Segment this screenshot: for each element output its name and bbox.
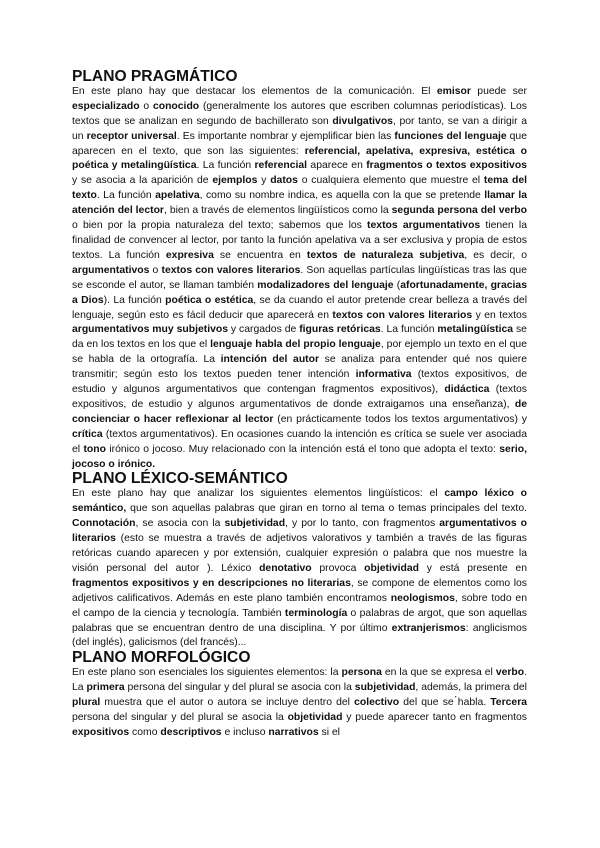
bold-term: terminología xyxy=(284,607,348,619)
text-run: e incluso xyxy=(221,726,269,738)
bold-term: llamar la atención del lector xyxy=(72,190,527,217)
text-run: que son aquellas palabras que giran en torno al tema o temas principales del texto. xyxy=(126,503,527,515)
text-run: , por ejemplo un texto en el que se habla de la ortografía. La xyxy=(72,339,527,366)
bold-term: intención del autor xyxy=(220,354,320,366)
text-run: como xyxy=(129,726,161,738)
bold-term: argumentativos xyxy=(72,264,150,276)
bold-term: apelativa xyxy=(155,190,200,202)
bold-term: funciones del lenguaje xyxy=(394,130,507,142)
text-run: En este plano hay que analizar los siguientes elementos lingüísticos: el xyxy=(72,488,445,500)
bold-term: objetividad xyxy=(287,711,343,723)
section-heading: PLANO LÉXICO-SEMÁNTICO xyxy=(72,470,288,488)
bold-term: descriptivos xyxy=(160,726,222,738)
text-run: o palabras de argot, que son aquellas palabras que se encuentran dentro de una disciplina. Y por último xyxy=(72,607,527,634)
text-run: muestra que el autor o autora se incluye dentro del xyxy=(100,697,355,709)
section-paragraph xyxy=(72,487,527,651)
text-run: irónico o jocoso. Muy relacionado con la intención está el tono que adopta el texto: xyxy=(105,443,500,455)
text-run: . Son aquellas partículas lingüísticas tras las que se esconde el autor, se llaman también xyxy=(72,264,527,291)
bold-term: de concienciar o hacer reflexionar al lector xyxy=(72,398,527,425)
bold-term: extranjerismos xyxy=(391,622,466,634)
text-run: : anglicismos (del inglés), galicismos (del francés)... xyxy=(72,622,527,649)
section-heading: PLANO MORFOLÓGICO xyxy=(72,649,251,667)
text-run: (esto se muestra a través de adjetivos valorativos y también a través de las figuras retóricas cuando aparecen y por extensión, cualquier expresión o palabra que nos muestre la visión personal del autor ). Léxico xyxy=(72,533,527,574)
text-run: . Es importante nombrar y ejemplificar bien las xyxy=(176,130,395,142)
text-run: y está presente en xyxy=(419,562,527,574)
text-run: y en textos xyxy=(472,309,527,321)
bold-term: textos con valores literarios xyxy=(161,264,301,276)
text-run: En este plano hay que destacar los elementos de la comunicación. El xyxy=(72,85,437,97)
text-run: , además, la primera del xyxy=(415,682,527,694)
text-run: y se asocia a la aparición de xyxy=(72,175,213,187)
bold-term: tono xyxy=(83,443,106,455)
bold-term: modalizadores del lenguaje xyxy=(257,279,394,291)
text-run: si el xyxy=(318,726,340,738)
bold-term: afortunadamente, gracias a Dios xyxy=(72,279,527,306)
text-run: , se compone de elementos como los adjetivos calificativos. Además en este plano también encontramos xyxy=(72,577,527,604)
text-run: (en prácticamente todos los textos argumentativos) y xyxy=(273,413,527,425)
bold-term: referencial, apelativa, expresiva, estética o poética y metalingüística xyxy=(72,145,528,172)
text-run: , se asocia con la xyxy=(135,518,225,530)
bold-term: crítica xyxy=(72,428,103,440)
section-pragmatico xyxy=(72,70,527,472)
text-run: (textos expositivos, de estudio y algunos argumentativos de donde extraigamos una enseñanza), xyxy=(72,384,527,410)
text-run: . La xyxy=(72,667,528,694)
bold-term: colectivo xyxy=(354,697,400,709)
bold-term: emisor xyxy=(436,85,471,97)
text-run: (textos expositivos, de estudio y algunos argumentativos que contengan fragmentos expositivos), xyxy=(72,369,527,396)
text-run: En este plano son esenciales los siguientes elementos: la xyxy=(72,667,342,679)
bold-term: informativa xyxy=(355,369,412,381)
bold-term: figuras retóricas xyxy=(299,324,381,336)
text-run: y cargados de xyxy=(227,324,300,336)
bold-term: receptor universal xyxy=(86,130,177,142)
text-run: puede ser xyxy=(470,85,527,97)
bold-term: campo léxico o semántico, xyxy=(72,488,528,515)
text-run: , bien a través de elementos lingüísticos como la xyxy=(163,205,392,217)
text-run: persona del singular y del plural se asocia la xyxy=(72,711,288,723)
text-run: aparece en xyxy=(307,160,367,172)
text-run: o xyxy=(139,100,153,112)
section-heading: PLANO PRAGMÁTICO xyxy=(72,68,238,85)
section-morfologico xyxy=(72,651,527,740)
bold-term: poética o estética xyxy=(165,294,254,306)
text-run: se encuentra en xyxy=(213,249,307,261)
text-run: (generalmente los autores que escriben columnas periodísticas). Los textos que se analizan en segundo de bachillerato son xyxy=(72,100,527,127)
text-run: , es decir, o xyxy=(464,249,527,261)
bold-term: metalingüística xyxy=(437,324,514,336)
bold-term: fragmentos o textos expositivos xyxy=(366,160,527,172)
bold-term: lenguaje habla del propio lenguaje xyxy=(210,339,381,351)
bold-term: conocido xyxy=(152,100,200,112)
text-run: del que se ́habla. xyxy=(399,697,491,709)
bold-term: subjetividad xyxy=(224,518,286,530)
bold-term: especializado xyxy=(72,100,140,112)
bold-term: persona xyxy=(341,667,382,679)
text-run: , sobre todo en el campo de la ciencia y tecnología. También xyxy=(72,592,527,619)
bold-term: narrativos xyxy=(268,726,319,738)
section-paragraph xyxy=(72,85,527,473)
text-run: , y por lo tanto, con fragmentos xyxy=(285,518,440,530)
bold-term: textos con valores literarios xyxy=(332,309,473,321)
bold-term: argumentativos o literarios xyxy=(72,518,528,545)
bold-term: Tercera xyxy=(490,697,528,709)
document-page xyxy=(72,70,527,741)
bold-term: fragmentos expositivos y en descripciones no literarias xyxy=(72,577,351,589)
bold-term: primera xyxy=(86,682,125,694)
bold-term: textos argumentativos xyxy=(367,220,481,232)
text-run: tienen la finalidad de convencer al lector, por tanto la función apelativa va a ser exclusiva y propia de estos textos. La función xyxy=(72,220,527,261)
text-run: persona del singular y del plural se asocia con la xyxy=(124,682,355,694)
text-run: (textos argumentativos). En ocasiones cuando la intención es crítica se suele ver asociada el xyxy=(72,428,527,455)
text-run: , se da cuando el autor pretende crear belleza a través del lenguaje, según esto es fácil deducir que aparecerá en xyxy=(72,294,528,321)
bold-term: expresiva xyxy=(165,249,214,261)
bold-term: serio, jocoso o irónico. xyxy=(72,443,527,470)
bold-term: datos xyxy=(270,175,298,187)
text-run: y xyxy=(257,175,271,187)
text-run: o cualquiera elemento que muestre el xyxy=(297,175,484,187)
bold-term: segunda persona del verbo xyxy=(391,205,528,217)
text-run: se analiza para entender qué nos quiere transmitir; según esto los textos pueden tener intención xyxy=(72,354,527,381)
bold-term: tema del texto xyxy=(72,175,527,202)
text-run: que aparecen en el texto, que son las siguientes: xyxy=(72,130,527,157)
bold-term: expositivos xyxy=(72,726,130,738)
text-run: se da en los textos en los que el xyxy=(72,324,527,351)
text-run: . La función xyxy=(380,324,438,336)
bold-term: divulgativos xyxy=(332,115,393,127)
section-lexico-semantico xyxy=(72,472,527,651)
bold-term: neologismos xyxy=(390,592,455,604)
text-run: en la que se expresa el xyxy=(381,667,496,679)
bold-term: subjetividad xyxy=(354,682,416,694)
text-run: . La función xyxy=(196,160,255,172)
bold-term: verbo xyxy=(495,667,525,679)
bold-term: denotativo xyxy=(259,562,312,574)
text-run: provoca xyxy=(311,562,365,574)
bold-term: plural xyxy=(72,697,101,709)
text-run: , como su nombre indica, es aquella con la que se pretende xyxy=(199,190,485,202)
bold-term: Connotación xyxy=(72,518,136,530)
text-run: , por tanto, se van a dirigir a un xyxy=(72,115,527,142)
text-run: o bien por la propia naturaleza del texto; sabemos que los xyxy=(72,220,368,232)
text-run: o xyxy=(149,264,162,276)
text-run: ( xyxy=(393,279,401,291)
text-run: ). La función xyxy=(103,294,166,306)
bold-term: argumentativos muy subjetivos xyxy=(72,324,228,336)
text-run: . La función xyxy=(96,190,156,202)
text-run: y puede aparecer tanto en fragmentos xyxy=(342,711,527,723)
bold-term: textos de naturaleza subjetiva xyxy=(306,249,465,261)
bold-term: objetividad xyxy=(364,562,420,574)
bold-term: ejemplos xyxy=(212,175,258,187)
section-paragraph xyxy=(72,666,527,741)
bold-term: referencial xyxy=(254,160,308,172)
bold-term: didáctica xyxy=(444,384,490,396)
